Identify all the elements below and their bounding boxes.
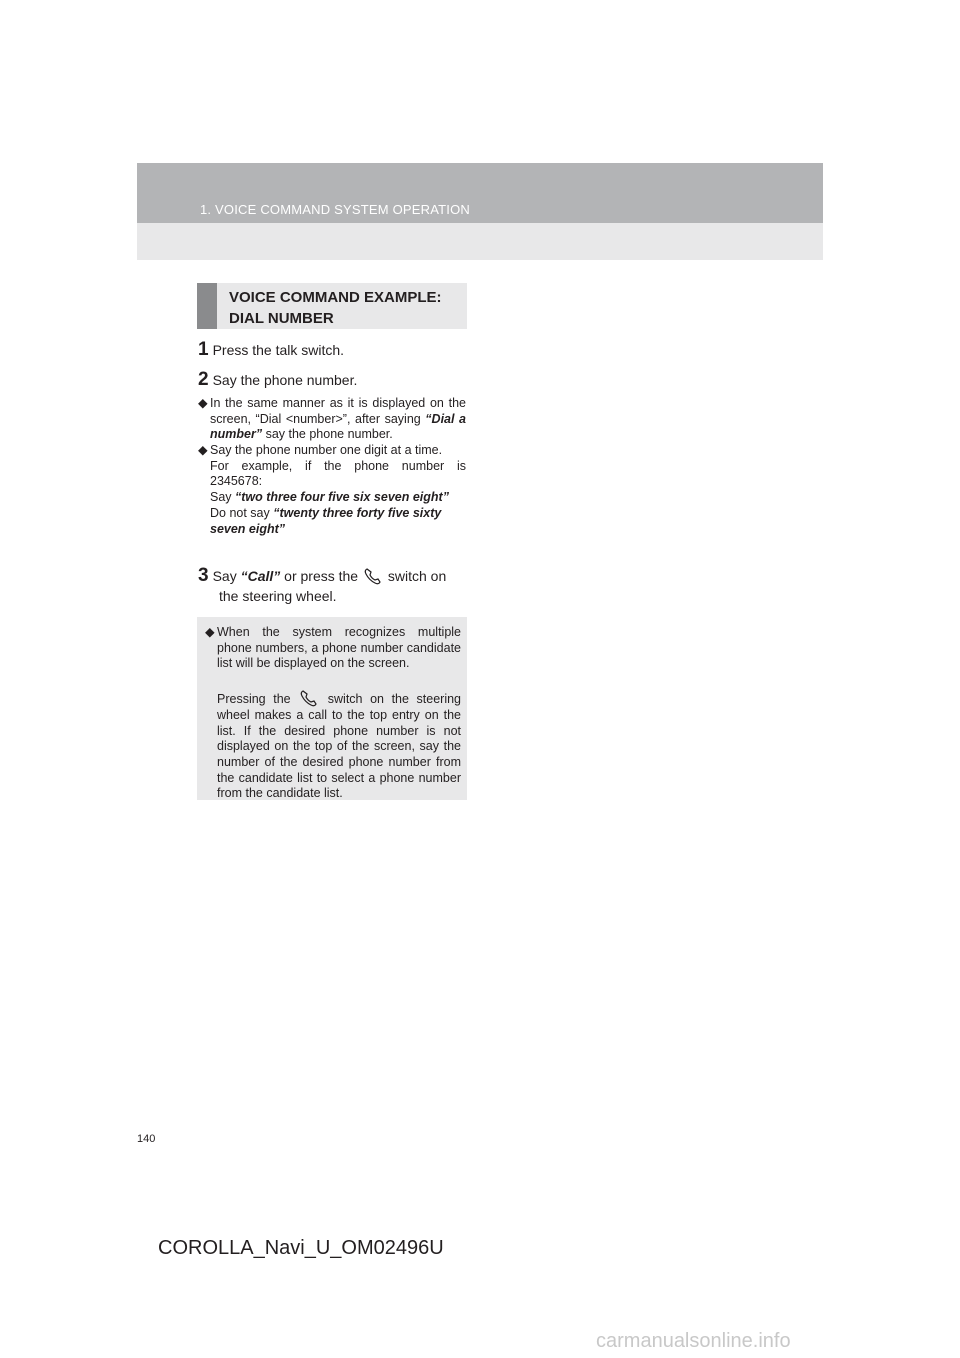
step-number: 1 (198, 339, 209, 360)
watermark: carmanualsonline.info (596, 1330, 791, 1352)
section-title-marker (197, 283, 217, 329)
step-1 (198, 340, 344, 360)
step-text: Press the talk switch. (212, 342, 345, 358)
note-text: ◆ When the system recognizes multiple phone numbers, a phone number candidate list will be displayed on the screen. Pressing the switch on the steering wheel makes a call to the top entry on the list. If the desired phone number is not displayed on the top of the screen, say the number of the desired phone number from the candidate list to select a phone number from the candidate list. (205, 625, 461, 801)
page-number: 140 (137, 1133, 156, 1145)
bullet-item-one-digit (198, 443, 466, 537)
bullet-icon: ◆ (205, 625, 215, 639)
step-3: 3 Say “Call” or press the switch on the steering wheel. (198, 565, 447, 604)
section-title: VOICE COMMAND EXAMPLE: DIAL NUMBER (229, 289, 442, 327)
bullet-item-dial-manner (198, 396, 466, 443)
step-number: 2 (198, 369, 209, 390)
phone-icon (362, 566, 384, 586)
step-2 (198, 370, 357, 390)
step-number: 3 (198, 565, 209, 586)
bullet-text: In the same manner as it is displayed on the screen, “Dial <number>”, after saying “Dial a number” say the phone number. (210, 396, 466, 442)
bullet-text: Say the phone number one digit at a time. For example, if the phone number is 2345678: Say “two three four five six seven eight” Do not say “twenty three forty five sixty seven eight” (210, 443, 466, 536)
step-text: Say the phone number. (212, 372, 358, 388)
bullet-icon: ◆ (198, 396, 208, 410)
bullet-icon: ◆ (198, 443, 208, 457)
document-id: COROLLA_Navi_U_OM02496U (158, 1237, 444, 1259)
section-header: 1. VOICE COMMAND SYSTEM OPERATION (200, 202, 471, 217)
phone-icon (298, 688, 320, 708)
